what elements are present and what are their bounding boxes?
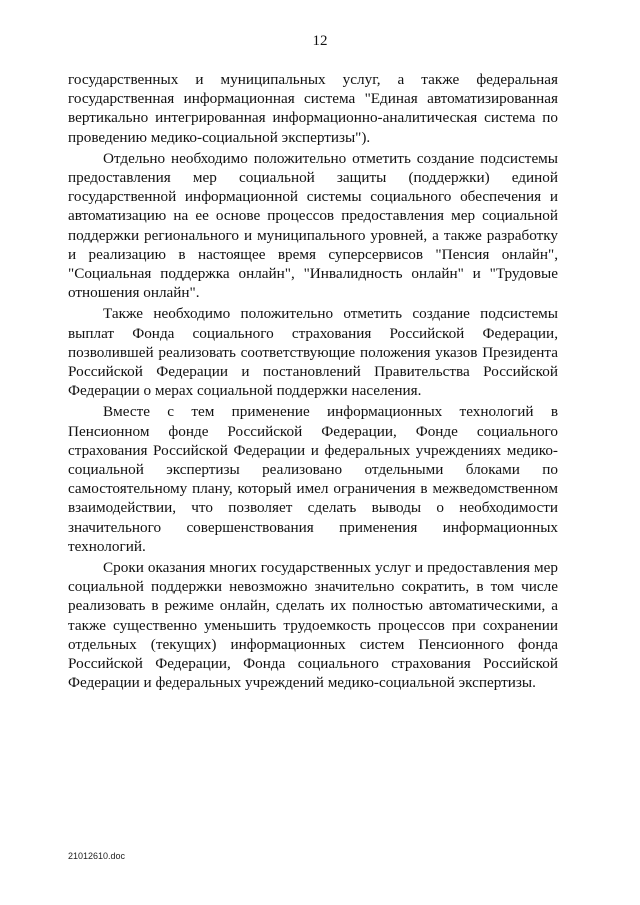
paragraph-1: государственных и муниципальных услуг, а также федеральная государственная информационная система "Единая автоматизированная вертикально интегрированная информационно-аналитическая система по проведению медико-социальной экспертизы").: [68, 71, 558, 146]
paragraph-2: Отдельно необходимо положительно отметить создание подсистемы предоставления мер социальной защиты (поддержки) единой государственной информационной системы социального обеспечения и автоматизацию на ее основе процессов предоставления мер социальной поддержки регионального и муниципального уровней, а также разработку и реализацию в настоящее время суперсервисов "Пенсия онлайн", "Социальная поддержка онлайн", "Инвалидность онлайн" и "Трудовые отношения онлайн".: [68, 149, 558, 302]
page-number: 12: [312, 33, 328, 49]
paragraph-4: Вместе с тем применение информационных технологий в Пенсионном фонде Российской Федерации, Фонде социального страхования Российской Федерации и федеральных учреждениях медико-социальной экспертизы реализовано отдельными блоками по самостоятельному плану, который имел ограничения в межведомственном взаимодействии, что позволяет сделать выводы о необходимости значительного совершенствования применения информационных технологий.: [68, 403, 558, 555]
paragraph-5: Сроки оказания многих государственных услуг и предоставления мер социальной поддержки невозможно значительно сократить, в том числе реализовать в режиме онлайн, сделать их полностью автоматическими, а также существенно уменьшить трудоемкость процессов при сохранении отдельных (текущих) информационных систем Пенсионного фонда Российской Федерации, Фонда социального страхования Российской Федерации и федеральных учреждений медико-социальной экспертизы.: [68, 559, 558, 692]
document-code: 21012610.doc: [68, 851, 126, 861]
document-body: [68, 70, 558, 695]
paragraph-3: Также необходимо положительно отметить создание подсистемы выплат Фонда социального страхования Российской Федерации, позволившей реализовать соответствующие положения указов Президента Российской Федерации и постановлений Правительства Российской Федерации о мерах социальной поддержки населения.: [68, 305, 558, 400]
